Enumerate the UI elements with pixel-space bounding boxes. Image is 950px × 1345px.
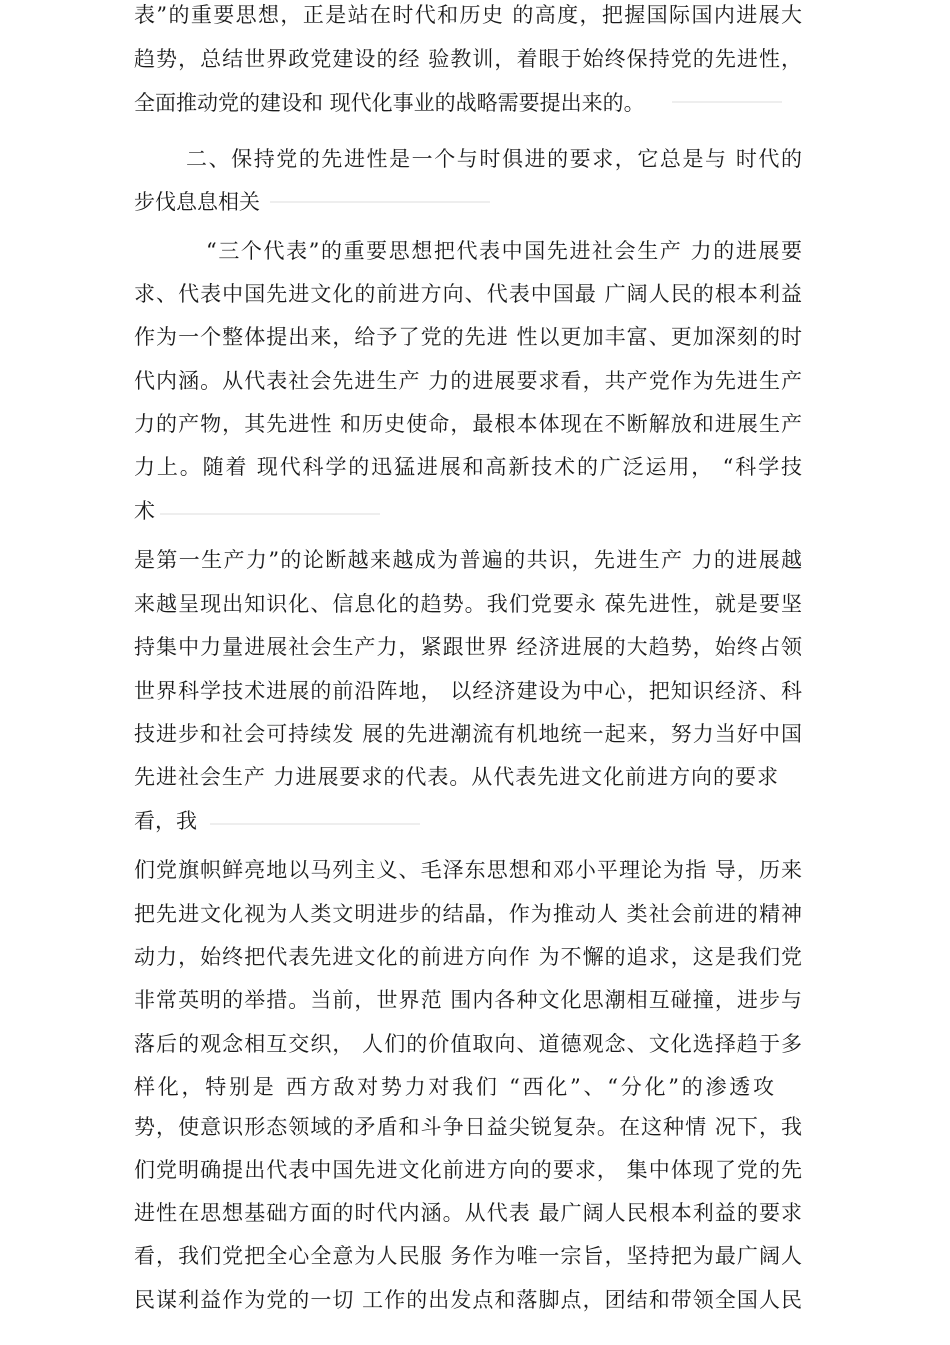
text-line: 进性在思想基础方面的时代内涵。从代表 最广阔人民根本利益的要求 — [134, 1201, 802, 1225]
text-line: 动力，始终把代表先进文化的前进方向作 为不懈的追求，这是我们党 — [134, 945, 802, 969]
faint-artifact — [160, 513, 380, 515]
faint-artifact — [210, 823, 420, 825]
text-line: 非常英明的举措。当前，世界范 围内各种文化思潮相互碰撞，进步与 — [134, 988, 802, 1012]
text-line: 势，使意识形态领域的矛盾和斗争日益尖锐复杂。在这种情 况下，我 — [134, 1115, 802, 1139]
text-line: 样化，特别是 西方敌对势力对我们 “西化”、“分化”的渗透攻 — [134, 1075, 774, 1099]
text-line: 持集中力量进展社会生产力，紧跟世界 经济进展的大趋势，始终占领 — [134, 635, 802, 659]
faint-artifact — [270, 201, 490, 203]
text-line: 代内涵。从代表社会先进生产 力的进展要求看，共产党作为先进生产 — [134, 369, 802, 393]
text-line: 术 — [134, 499, 155, 523]
section-heading-line: 二、保持党的先进性是一个与时俱进的要求，它总是与 时代的 — [186, 147, 802, 171]
text-line: 把先进文化视为人类文明进步的结晶，作为推动人 类社会前进的精神 — [134, 902, 802, 926]
text-line: 们党旗帜鲜亮地以马列主义、毛泽东思想和邓小平理论为指 导，历来 — [134, 858, 802, 882]
text-line: 求、代表中国先进文化的前进方向、代表中国最 广阔人民的根本利益 — [134, 282, 802, 306]
text-line: 落后的观念相互交织， 人们的价值取向、道德观念、文化选择趋于多 — [134, 1032, 802, 1056]
text-line: “三个代表”的重要思想把代表中国先进社会生产 力的进展要 — [206, 239, 802, 263]
text-line: 作为一个整体提出来，给予了党的先进 性以更加丰富、更加深刻的时 — [134, 325, 802, 349]
text-line: 看，我 — [134, 809, 197, 833]
text-line: 看，我们党把全心全意为人民服 务作为唯一宗旨，坚持把为最广阔人 — [134, 1244, 802, 1268]
text-line: 先进社会生产 力进展要求的代表。从代表先进文化前进方向的要求 — [134, 765, 778, 789]
text-line: 世界科学技术进展的前沿阵地， 以经济建设为中心，把知识经济、科 — [134, 679, 802, 703]
text-line: 技进步和社会可持续发 展的先进潮流有机地统一起来，努力当好中国 — [134, 722, 802, 746]
text-line: 力的产物，其先进性 和历史使命，最根本体现在不断解放和进展生产 — [134, 412, 802, 436]
text-line: 表”的重要思想，正是站在时代和历史 的高度，把握国际国内进展大 — [134, 3, 802, 27]
text-line: 来越呈现出知识化、信息化的趋势。我们党要永 葆先进性，就是要坚 — [134, 592, 802, 616]
text-line: 们党明确提出代表中国先进文化前进方向的要求， 集中体现了党的先 — [134, 1158, 802, 1182]
section-heading-line: 步伐息息相关 — [134, 190, 260, 214]
text-line: 趋势，总结世界政党建设的经 验教训，着眼于始终保持党的先进性， — [134, 47, 802, 71]
text-line: 民谋利益作为党的一切 工作的出发点和落脚点，团结和带领全国人民 — [134, 1288, 802, 1312]
text-line: 是第一生产力”的论断越来越成为普遍的共识，先进生产 力的进展越 — [134, 548, 802, 572]
text-line: 全面推动党的建设和 现代化事业的战略需要提出来的。 — [134, 91, 645, 115]
faint-artifact — [672, 101, 782, 103]
text-line: 力上。随着 现代科学的迅猛进展和高新技术的广泛运用， “科学技 — [134, 455, 802, 479]
